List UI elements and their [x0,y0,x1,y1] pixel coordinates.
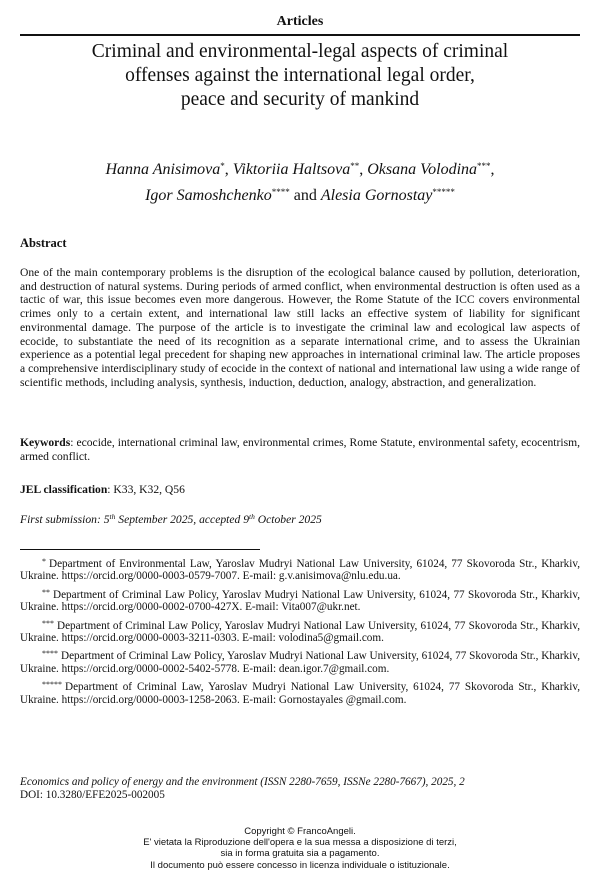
footnote-mark: * [42,557,46,566]
footnote-text: Department of Environmental Law, Yaroslav Mudryi National Law University, 61024, 77 Skovoroda Str., Kharkiv, Ukraine. https://orcid.org/0000-0003-0579-7007. E-mail: g.v.anisimova@nlu.edu.ua. [20,558,580,583]
authors-and: and [293,187,317,204]
author-name: Igor Samoshchenko [145,187,272,204]
copyright-notice [0,826,600,871]
copyright-line: Il documento può essere concesso in licenza individuale o istituzionale. [150,859,450,871]
footnote-mark: ** [42,587,50,597]
section-label: Articles [276,14,324,29]
jel-classification [20,483,185,496]
keywords [20,436,580,464]
journal-citation: Economics and policy of energy and the environment (ISSN 2280-7659, ISSNe 2280-7667), 2025, 2 [20,776,465,788]
footnote-text: Department of Criminal Law Policy, Yaroslav Mudryi National Law University, 61024, 77 Skovoroda Str., Kharkiv, Ukraine. https://orcid.org/0000-0002-5402-5778. E-mail: dean.igor.7@gmail.com. [20,650,580,675]
footnotes [20,556,580,710]
footnote [20,618,580,645]
submission-sup: th [249,512,255,521]
footnote-rule [20,549,260,550]
footnote [20,556,580,583]
article-title [30,40,570,112]
author-mark: ** [350,161,360,171]
abstract-text: One of the main contemporary problems is the disruption of the ecological balance caused by pollution, deterioration, and destruction of natural systems. During periods of armed conflict, when environmental destruction is often used as a tactic of war, this issue becomes even more dangerous. However, the Rome Statute of the ICC covers environmental crimes only to a certain extent, and international law still lacks an effective system of liability for significant environmental damage. The purpose of the article is to investigate the criminal law and ecological law aspects of ecocide, to substantiate the need of its recognition as a separate international crime, and to assess the Ukrainian experience as a potential legal precedent for shaping new approaches in international criminal law. The article proposes a comprehensive interdisciplinary study of ecocide in the context of national and international law using a wide range of scientific methods, including analysis, synthesis, induction, deduction, analogy, abstraction, and generalization. [20,266,580,389]
abstract-heading: Abstract [20,236,67,250]
title-line: Criminal and environmental-legal aspects of criminal [91,41,509,62]
title-line: offenses against the international legal order, [125,65,475,86]
doi: DOI: 10.3280/EFE2025-002005 [20,789,165,801]
author-line-2 [20,181,580,207]
jel-text: : K33, K32, Q56 [107,483,185,496]
title-line: peace and security of mankind [180,89,420,110]
copyright-line: sia in forma gratuita sia a pagamento. [220,848,380,860]
author-line-1: Hanna Anisimova*, Viktoriia Haltsova**, Oksana Volodina***, [105,161,495,178]
keywords-label: Keywords [20,436,71,449]
footnote-text: Department of Criminal Law, Yaroslav Mudryi National Law University, 61024, 77 Skovoroda Str., Kharkiv, Ukraine. https://orcid.org/0000-0003-1258-2063. E-mail: Gornostayales @gmail.com. [20,681,580,706]
copyright-line: Copyright © FrancoAngeli. [244,826,356,837]
jel-label: JEL classification [20,483,108,496]
author-mark: * [220,161,225,171]
submission-middle: September 2025, accepted 9 [115,513,249,526]
copyright-line: E' vietata la Riproduzione dell'opera e la sua messa a disposizione di terzi, [143,837,457,849]
footnote-text: Department of Criminal Law Policy, Yaroslav Mudryi National Law University, 61024, 77 Skovoroda Str., Kharkiv, Ukraine. https://orcid.org/0000-0003-3211-0303. E-mail: volodina5@gmail.com. [20,619,580,645]
author-mark: **** [271,187,290,197]
journal-info [20,776,580,802]
submission-sup: th [109,512,116,521]
footnote-mark: ***** [42,680,62,690]
footnote-mark: **** [42,649,58,659]
footnote-mark: *** [42,618,54,628]
submission-dates [20,512,322,526]
header-rule [20,34,580,36]
submission-prefix: First submission: 5 [20,513,110,526]
author-mark: ***** [432,187,455,197]
author-list [20,155,580,207]
author-name: Oksana Volodina [367,161,478,178]
footnote [20,587,580,614]
submission-suffix: October 2025 [254,513,322,526]
author-name: Alesia Gornostay [320,187,433,204]
author-name: Hanna Anisimova [105,161,221,178]
keywords-text: : ecocide, international criminal law, environmental crimes, Rome Statute, environmental safety, ecocentrism, armed conflict. [20,436,580,463]
footnote [20,648,580,675]
footnote [20,679,580,706]
author-mark: *** [477,161,491,171]
footnote-text: Department of Criminal Law Policy, Yaroslav Mudryi National Law University, 61024, 77 Skovoroda Str., Kharkiv, Ukraine. https://orcid.org/0000-0002-0700-427X. E-mail: Vita007@ukr.net. [20,588,580,614]
author-name: Viktoriia Haltsova [232,161,351,178]
